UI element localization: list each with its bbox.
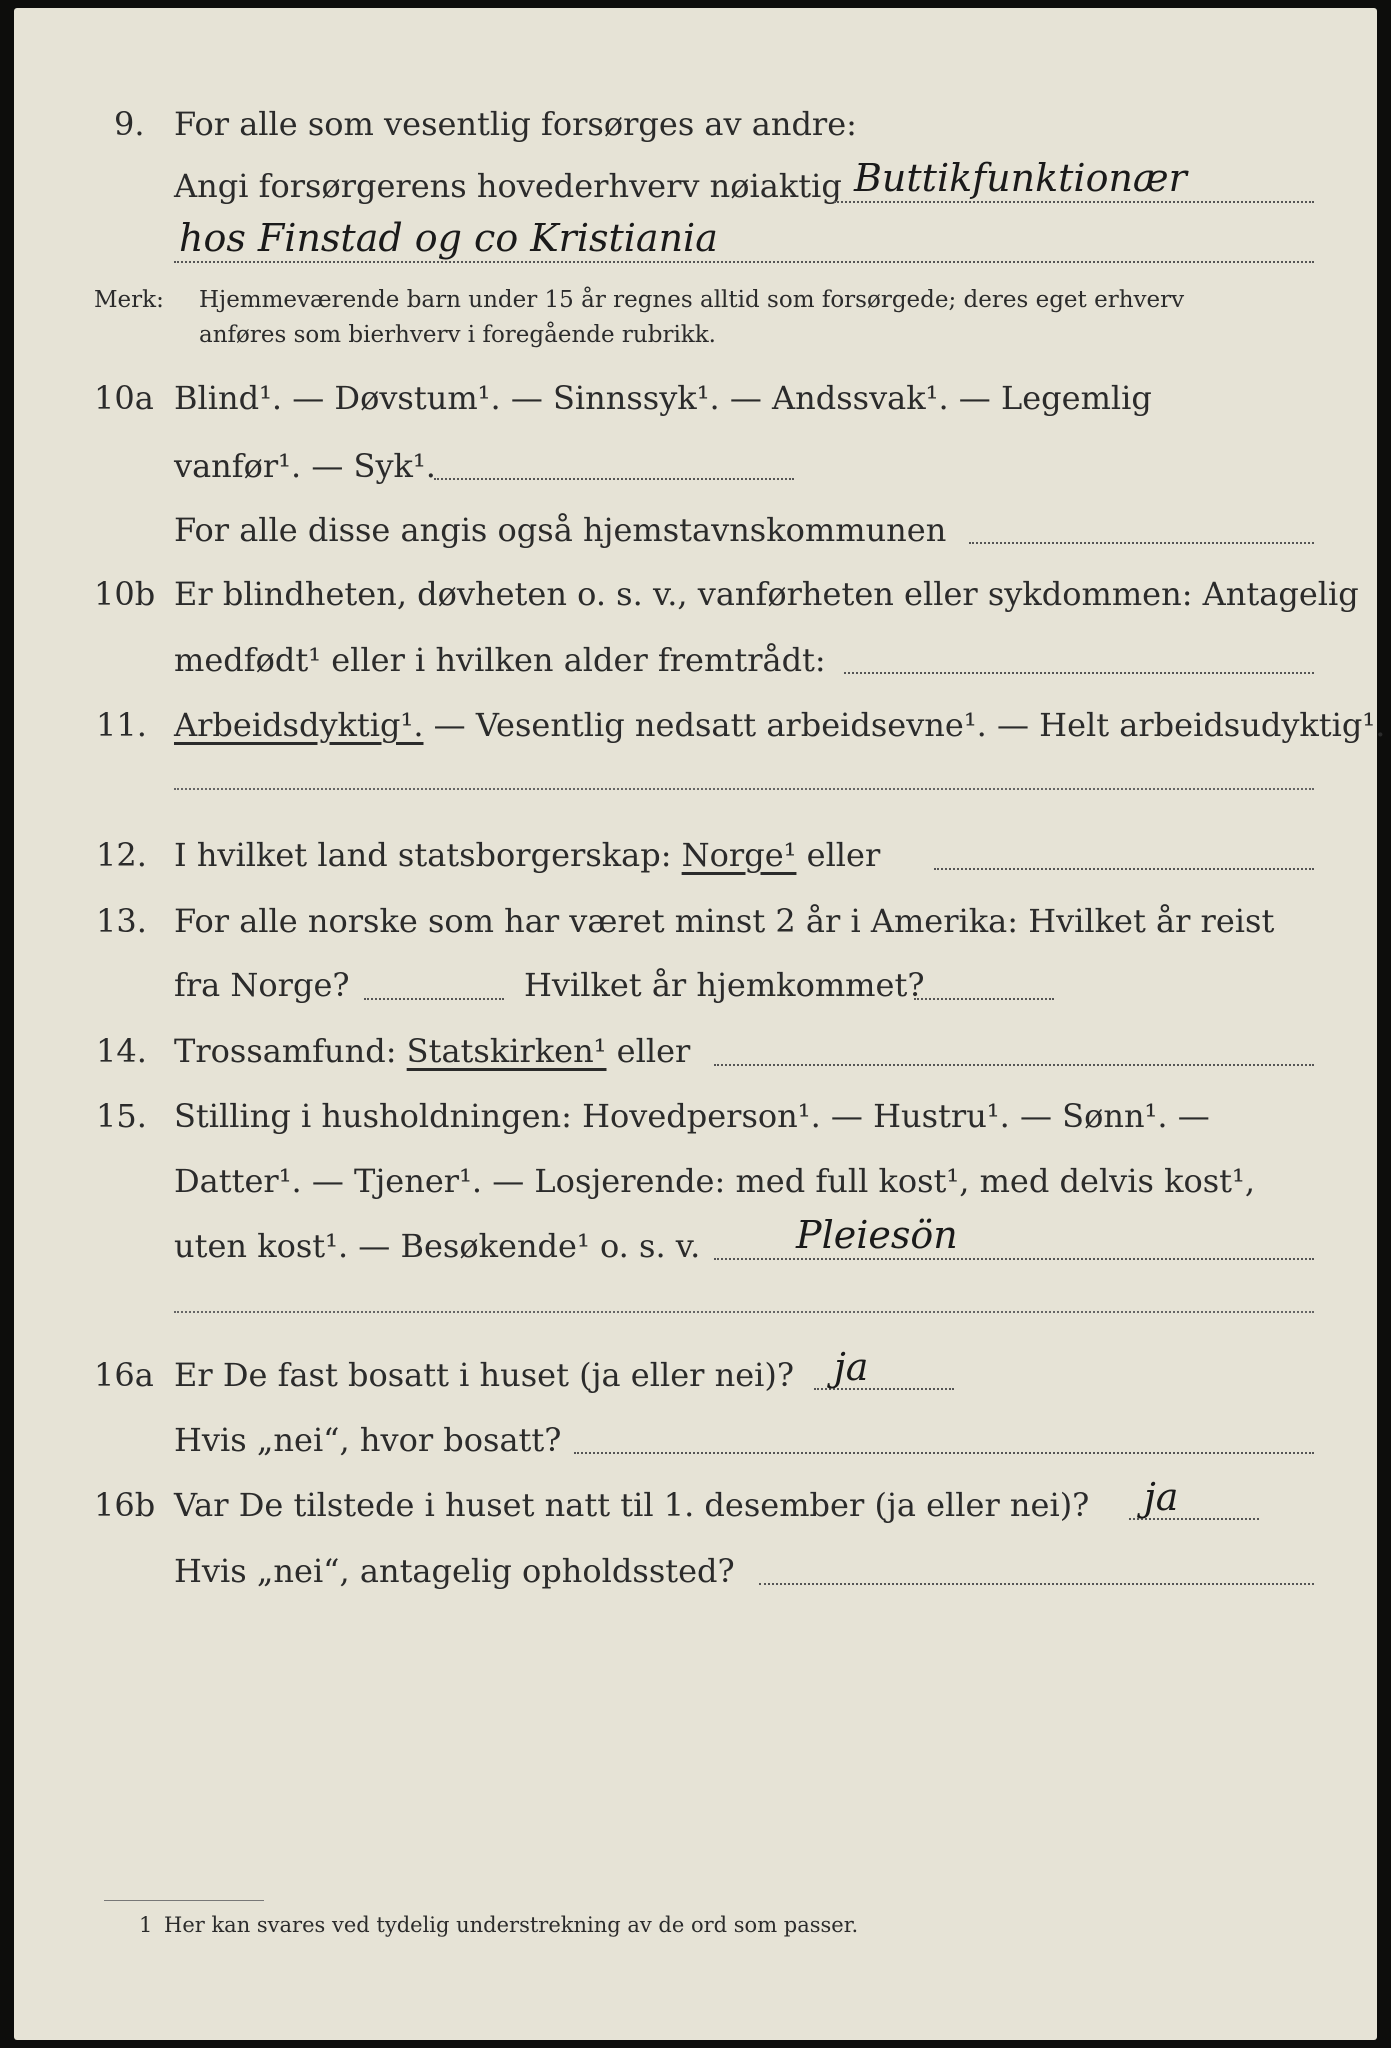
q16a-handwritten-answer: ja — [834, 1345, 869, 1389]
q10a-hjemstavn-answer-line — [969, 542, 1314, 544]
q13-reist-answer-line — [364, 998, 504, 1000]
footnote-text: Her kan svares ved tydelig understrekning av de ord som passer. — [164, 1913, 859, 1937]
q9-number: 9. — [114, 105, 145, 143]
q11-rest: — Vesentlig nedsatt arbeidsevne¹. — Helt arbeidsudyktig¹. — [423, 706, 1386, 744]
merk-line1: Hjemmeværende barn under 15 år regnes alltid som forsørgede; deres eget erhverv — [199, 287, 1185, 313]
q10b-line2: medfødt¹ eller i hvilken alder fremtrådt: — [174, 641, 826, 679]
q10a-line3: For alle disse angis også hjemstavnskommunen — [174, 511, 947, 549]
q10b-number: 10b — [94, 575, 156, 613]
q14-option-statskirken: Statskirken¹ — [406, 1032, 607, 1070]
q16a-bosatt-answer-line — [574, 1452, 1314, 1454]
q11-answer-line — [174, 788, 1314, 790]
q9-handwritten-answer2: hos Finstad og co Kristiania — [179, 216, 718, 260]
q16a-line1: Er De fast bosatt i huset (ja eller nei)? — [174, 1356, 795, 1394]
q16b-line2: Hvis „nei“, antagelig opholdssted? — [174, 1552, 735, 1590]
q15-extra-line — [174, 1311, 1314, 1313]
merk-line2: anføres som bierhverv i foregående rubrikk. — [199, 322, 716, 348]
q16a-number: 16a — [94, 1356, 154, 1394]
q9-handwritten-answer1: Buttikfunktionær — [854, 156, 1187, 200]
q16b-handwritten-answer: ja — [1144, 1475, 1179, 1519]
q14-number: 14. — [96, 1032, 147, 1070]
q13-line1: For alle norske som har været minst 2 år i Amerika: Hvilket år reist — [174, 902, 1275, 940]
q12-answer-line — [934, 868, 1314, 870]
q14-suffix: eller — [606, 1032, 691, 1070]
q12-number: 12. — [96, 836, 147, 874]
q16b-number: 16b — [94, 1486, 156, 1524]
q9-line1: For alle som vesentlig forsørges av andre: — [174, 105, 857, 143]
footnote-mark: 1 — [139, 1913, 153, 1937]
q9-answer-line2 — [174, 261, 1314, 263]
q12-option-norge: Norge¹ — [681, 836, 797, 874]
q10a-line2: vanfør¹. — Syk¹. — [174, 447, 436, 485]
merk-label: Merk: — [94, 287, 164, 313]
q14-answer-line — [714, 1064, 1314, 1066]
q11-option-arbeidsdyktig: Arbeidsdyktig¹. — [174, 706, 424, 744]
q11-number: 11. — [96, 706, 147, 744]
q9-answer-line1 — [834, 201, 1314, 203]
q12-line — [174, 835, 880, 875]
q15-handwritten-answer: Pleiesön — [796, 1213, 958, 1257]
q14-line — [174, 1031, 690, 1071]
q15-number: 15. — [96, 1097, 147, 1135]
q10a-number: 10a — [94, 379, 154, 417]
q10a-line1: Blind¹. — Døvstum¹. — Sinnssyk¹. — Andssvak¹. — Legemlig — [174, 379, 1152, 417]
q16a-line2: Hvis „nei“, hvor bosatt? — [174, 1421, 562, 1459]
q10b-line1: Er blindheten, døvheten o. s. v., vanførheten eller sykdommen: Antagelig — [174, 575, 1359, 613]
q13-line2b: Hvilket år hjemkommet? — [524, 966, 925, 1004]
q11-line — [174, 705, 1385, 745]
q13-hjemkommet-answer-line — [914, 998, 1054, 1000]
q13-line2a: fra Norge? — [174, 966, 350, 1004]
q14-prefix: Trossamfund: — [174, 1032, 407, 1070]
q15-line2: Datter¹. — Tjener¹. — Losjerende: med full kost¹, med delvis kost¹, — [174, 1162, 1256, 1200]
q16b-opholdssted-answer-line — [759, 1583, 1314, 1585]
q13-number: 13. — [96, 902, 147, 940]
q16b-line1: Var De tilstede i huset natt til 1. desember (ja eller nei)? — [174, 1486, 1090, 1524]
footnote-divider — [104, 1900, 264, 1901]
q10a-syk-answer-line — [434, 478, 794, 480]
q15-answer-line — [714, 1258, 1314, 1260]
census-form-page — [14, 8, 1386, 2040]
q12-suffix: eller — [796, 836, 881, 874]
q15-line3: uten kost¹. — Besøkende¹ o. s. v. — [174, 1227, 701, 1265]
q12-prefix: I hvilket land statsborgerskap: — [174, 836, 682, 874]
q15-line1: Stilling i husholdningen: Hovedperson¹. — Hustru¹. — Sønn¹. — — [174, 1097, 1210, 1135]
q10b-answer-line — [844, 672, 1314, 674]
q9-line2: Angi forsørgerens hovederhverv nøiaktig — [174, 167, 842, 205]
